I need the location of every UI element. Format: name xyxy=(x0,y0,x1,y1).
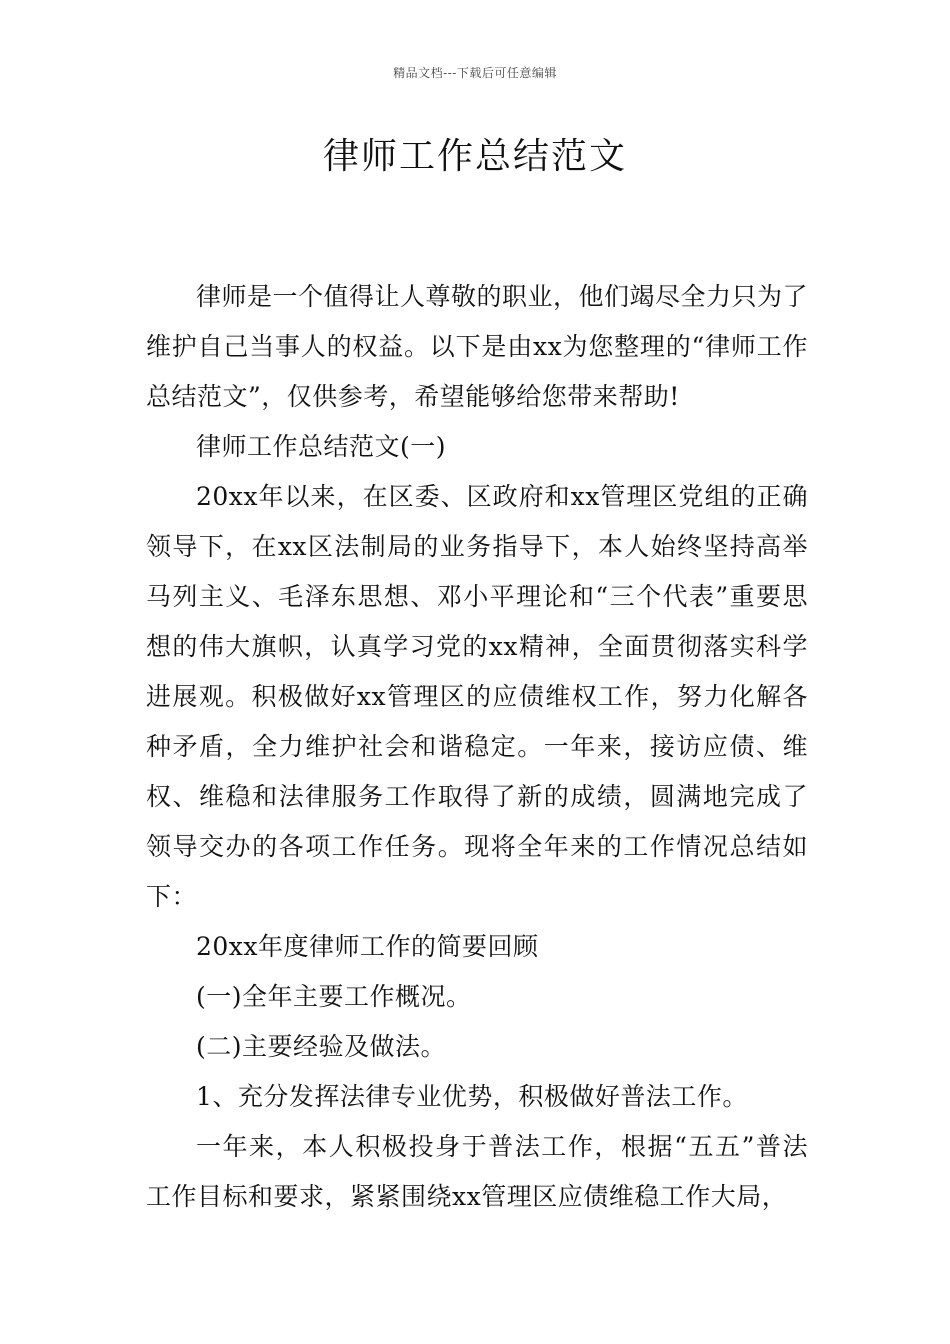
header-note: 精品文档---下载后可任意编辑 xyxy=(393,66,557,80)
subsection-heading: 20xx年度律师工作的简要回顾 xyxy=(196,932,539,961)
intro-paragraph: 律师是一个值得让人尊敬的职业，他们竭尽全力只为了维护自己当事人的权益。以下是由xx为您整理的“律师工作总结范文”，仅供参考，希望能够给您带来帮助! xyxy=(146,282,809,411)
list-heading: (一)全年主要工作概况。 xyxy=(196,982,472,1011)
list-heading: (二)主要经验及做法。 xyxy=(196,1032,447,1061)
document-body xyxy=(146,272,808,1222)
document-title: 律师工作总结范文 xyxy=(322,136,627,177)
body-paragraph: 20xx年以来，在区委、区政府和xx管理区党组的正确领导下，在xx区法制局的业务指导下，本人始终坚持高举马列主义、毛泽东思想、邓小平理论和“三个代表”重要思想的伟大旗帜，认真学习党的xx精神，全面贯彻落实科学进展观。积极做好xx管理区的应债维权工作，努力化解各种矛盾，全力维护社会和谐稳定。一年来，接访应债、维权、维稳和法律服务工作取得了新的成绩，圆满地完成了领导交办的各项工作任务。现将全年来的工作情况总结如下： xyxy=(146,482,808,911)
section-heading: 律师工作总结范文(一) xyxy=(196,432,447,461)
body-paragraph: 一年来，本人积极投身于普法工作，根据“五五”普法工作目标和要求，紧紧围绕xx管理区应债维稳工作大局， xyxy=(146,1132,808,1211)
numbered-heading: 1、充分发挥法律专业优势，积极做好普法工作。 xyxy=(196,1082,748,1111)
